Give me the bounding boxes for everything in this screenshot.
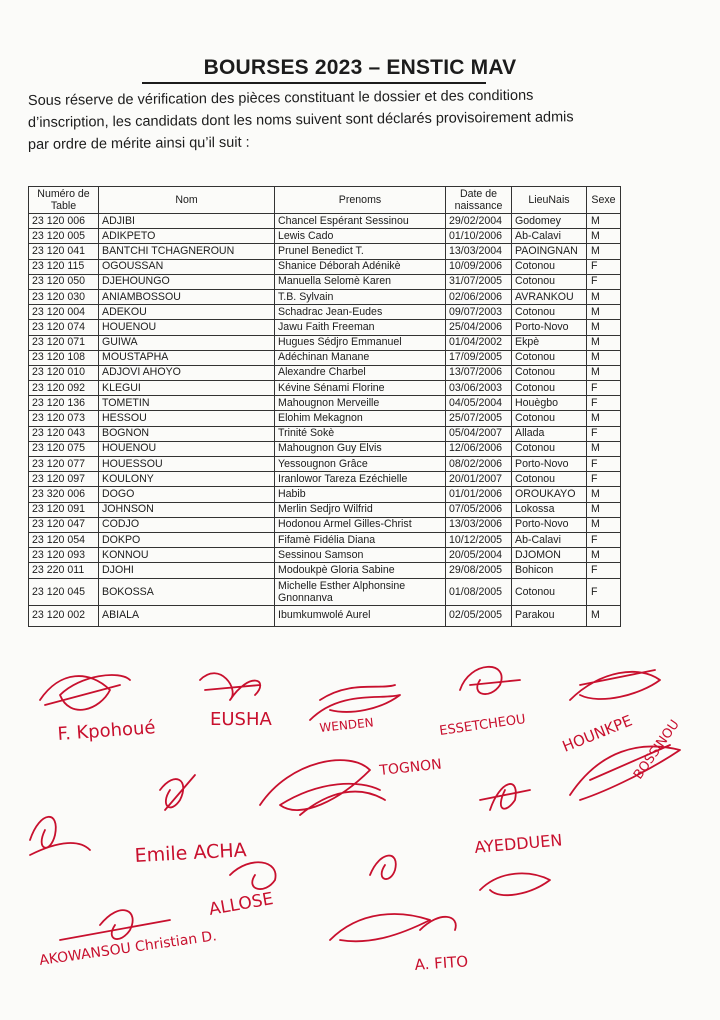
header-numero: Numéro de Table <box>29 187 99 214</box>
cell-nom: ADEKOU <box>99 305 275 320</box>
cell-sexe: M <box>587 350 621 365</box>
cell-numero: 23 120 047 <box>29 517 99 532</box>
cell-lieu-naissance: Cotonou <box>512 259 587 274</box>
title-underline <box>142 82 486 84</box>
cell-nom: CODJO <box>99 517 275 532</box>
table-row <box>29 320 621 335</box>
cell-lieu-naissance: Cotonou <box>512 441 587 456</box>
cell-sexe: F <box>587 274 621 289</box>
cell-nom: ADJIBI <box>99 214 275 229</box>
table-row <box>29 502 621 517</box>
cell-date-naissance: 01/10/2006 <box>446 229 512 244</box>
signature-scribble-15 <box>330 914 456 941</box>
cell-sexe: F <box>587 381 621 396</box>
cell-prenoms: Trinité Sokè <box>275 426 446 441</box>
cell-date-naissance: 20/05/2004 <box>446 548 512 563</box>
cell-date-naissance: 04/05/2004 <box>446 396 512 411</box>
cell-date-naissance: 29/08/2005 <box>446 563 512 578</box>
cell-lieu-naissance: Cotonou <box>512 350 587 365</box>
cell-lieu-naissance: Porto-Novo <box>512 320 587 335</box>
signature-scribble-4 <box>460 667 520 694</box>
cell-sexe: F <box>587 532 621 547</box>
signature-name-akowansou: AKOWANSOU Christian D. <box>38 928 218 969</box>
cell-sexe: F <box>587 563 621 578</box>
table-row <box>29 274 621 289</box>
cell-numero: 23 120 097 <box>29 472 99 487</box>
signature-name-ayeddouen: AYEDDUEN <box>473 830 564 857</box>
cell-date-naissance: 03/06/2003 <box>446 381 512 396</box>
cell-lieu-naissance: Cotonou <box>512 365 587 380</box>
cell-sexe: M <box>587 305 621 320</box>
cell-date-naissance: 17/09/2005 <box>446 350 512 365</box>
cell-prenoms: Modoukpè Gloria Sabine <box>275 563 446 578</box>
cell-sexe: M <box>587 229 621 244</box>
cell-lieu-naissance: Ab-Calavi <box>512 532 587 547</box>
cell-numero: 23 120 093 <box>29 548 99 563</box>
cell-date-naissance: 12/06/2006 <box>446 441 512 456</box>
cell-lieu-naissance: Lokossa <box>512 502 587 517</box>
cell-lieu-naissance: DJOMON <box>512 548 587 563</box>
intro-paragraph <box>27 87 628 156</box>
cell-sexe: M <box>587 517 621 532</box>
cell-date-naissance: 13/03/2006 <box>446 517 512 532</box>
cell-sexe: M <box>587 214 621 229</box>
signature-scribble-5 <box>570 670 660 700</box>
cell-lieu-naissance: Parakou <box>512 605 587 626</box>
cell-sexe: M <box>587 244 621 259</box>
cell-lieu-naissance: Cotonou <box>512 381 587 396</box>
cell-numero: 23 120 073 <box>29 411 99 426</box>
table-row <box>29 487 621 502</box>
cell-sexe: M <box>587 320 621 335</box>
signature-scribble-13 <box>230 862 276 889</box>
cell-sexe: M <box>587 365 621 380</box>
table-row <box>29 441 621 456</box>
cell-numero: 23 120 071 <box>29 335 99 350</box>
cell-nom: HESSOU <box>99 411 275 426</box>
cell-prenoms: Manuella Selomè Karen <box>275 274 446 289</box>
cell-sexe: F <box>587 426 621 441</box>
cell-sexe: M <box>587 411 621 426</box>
signature-name-tognon: TOGNON <box>378 756 443 779</box>
signature-name-emile-acha: Emile ACHA <box>134 839 248 867</box>
cell-date-naissance: 25/07/2005 <box>446 411 512 426</box>
table-row <box>29 411 621 426</box>
signatures-area <box>0 640 720 1020</box>
table-row <box>29 396 621 411</box>
cell-nom: DJOHI <box>99 563 275 578</box>
table-row <box>29 350 621 365</box>
cell-lieu-naissance: OROUKAYO <box>512 487 587 502</box>
header-nom: Nom <box>99 187 275 214</box>
signature-name-fito: A. FITO <box>414 952 469 974</box>
cell-numero: 23 120 115 <box>29 259 99 274</box>
signature-name-bossinou: BOSSINOU <box>630 717 683 783</box>
cell-prenoms: Iranlowor Tareza Ezéchielle <box>275 472 446 487</box>
cell-sexe: M <box>587 289 621 304</box>
signature-scribble-12 <box>480 873 550 895</box>
cell-lieu-naissance: Cotonou <box>512 578 587 605</box>
cell-numero: 23 320 006 <box>29 487 99 502</box>
signature-scribble-6 <box>260 760 385 815</box>
cell-numero: 23 120 005 <box>29 229 99 244</box>
cell-nom: DOKPO <box>99 532 275 547</box>
cell-date-naissance: 01/08/2005 <box>446 578 512 605</box>
cell-date-naissance: 07/05/2006 <box>446 502 512 517</box>
signature-scribble-10 <box>30 817 90 855</box>
table-body <box>29 214 621 627</box>
cell-nom: HOUENOU <box>99 320 275 335</box>
cell-nom: HOUENOU <box>99 441 275 456</box>
cell-prenoms: Merlin Sedjro Wilfrid <box>275 502 446 517</box>
table-header-row <box>29 187 621 214</box>
cell-numero: 23 120 041 <box>29 244 99 259</box>
admitted-candidates-table <box>28 186 621 627</box>
cell-lieu-naissance: Cotonou <box>512 472 587 487</box>
cell-nom: HOUESSOU <box>99 457 275 472</box>
cell-prenoms: Schadrac Jean-Eudes <box>275 305 446 320</box>
cell-sexe: F <box>587 472 621 487</box>
cell-numero: 23 120 030 <box>29 289 99 304</box>
cell-prenoms: Lewis Cado <box>275 229 446 244</box>
cell-lieu-naissance: Bohicon <box>512 563 587 578</box>
cell-nom: KLEGUI <box>99 381 275 396</box>
table-row <box>29 381 621 396</box>
cell-numero: 23 120 091 <box>29 502 99 517</box>
cell-nom: BOGNON <box>99 426 275 441</box>
cell-sexe: F <box>587 578 621 605</box>
cell-lieu-naissance: Allada <box>512 426 587 441</box>
cell-numero: 23 120 045 <box>29 578 99 605</box>
cell-lieu-naissance: Godomey <box>512 214 587 229</box>
cell-prenoms: Hugues Sédjro Emmanuel <box>275 335 446 350</box>
table-row <box>29 305 621 320</box>
table-row <box>29 335 621 350</box>
cell-numero: 23 120 006 <box>29 214 99 229</box>
cell-lieu-naissance: Cotonou <box>512 411 587 426</box>
cell-nom: DOGO <box>99 487 275 502</box>
cell-prenoms: Habib <box>275 487 446 502</box>
cell-prenoms: Mahougnon Merveille <box>275 396 446 411</box>
signature-scribble-3 <box>310 685 400 720</box>
cell-nom: ADIKPETO <box>99 229 275 244</box>
table-row <box>29 244 621 259</box>
intro-line-1: Sous réserve de vérification des pièces constituant le dossier et des conditions <box>27 87 534 109</box>
table-row <box>29 532 621 547</box>
cell-date-naissance: 02/05/2005 <box>446 605 512 626</box>
cell-numero: 23 120 043 <box>29 426 99 441</box>
cell-nom: ADJOVI AHOYO <box>99 365 275 380</box>
signature-name-essetcheou: ESSETCHEOU <box>438 712 527 739</box>
table-row <box>29 548 621 563</box>
cell-numero: 23 220 011 <box>29 563 99 578</box>
cell-lieu-naissance: Porto-Novo <box>512 457 587 472</box>
cell-date-naissance: 01/01/2006 <box>446 487 512 502</box>
header-lieu-naissance: LieuNais <box>512 187 587 214</box>
cell-nom: TOMETIN <box>99 396 275 411</box>
table-row <box>29 259 621 274</box>
cell-numero: 23 120 108 <box>29 350 99 365</box>
cell-date-naissance: 02/06/2006 <box>446 289 512 304</box>
cell-nom: MOUSTAPHA <box>99 350 275 365</box>
cell-prenoms: T.B. Sylvain <box>275 289 446 304</box>
signature-scribble-1 <box>40 675 130 710</box>
cell-numero: 23 120 054 <box>29 532 99 547</box>
cell-prenoms: Jawu Faith Freeman <box>275 320 446 335</box>
document-title: BOURSES 2023 – ENSTIC MAV <box>203 56 517 79</box>
cell-sexe: M <box>587 441 621 456</box>
header-sexe: Sexe <box>587 187 621 214</box>
cell-numero: 23 120 092 <box>29 381 99 396</box>
cell-lieu-naissance: Cotonou <box>512 305 587 320</box>
cell-date-naissance: 29/02/2004 <box>446 214 512 229</box>
cell-nom: BOKOSSA <box>99 578 275 605</box>
cell-prenoms: Michelle Esther Alphonsine Gnonnanva <box>275 578 446 605</box>
signature-scribble-7 <box>160 775 195 810</box>
cell-nom: ANIAMBOSSOU <box>99 289 275 304</box>
signature-name-allose: ALLOSE <box>207 888 275 920</box>
cell-prenoms: Kévine Sénami Florine <box>275 381 446 396</box>
table-row <box>29 214 621 229</box>
table-row <box>29 426 621 441</box>
cell-prenoms: Sessinou Samson <box>275 548 446 563</box>
header-date-naissance: Date de naissance <box>446 187 512 214</box>
cell-date-naissance: 10/09/2006 <box>446 259 512 274</box>
cell-numero: 23 120 010 <box>29 365 99 380</box>
table-row <box>29 578 621 605</box>
signature-name-wenden: WENDEN <box>318 715 375 735</box>
cell-nom: KOULONY <box>99 472 275 487</box>
cell-date-naissance: 01/04/2002 <box>446 335 512 350</box>
cell-numero: 23 120 077 <box>29 457 99 472</box>
cell-nom: GUIWA <box>99 335 275 350</box>
cell-prenoms: Yessougnon Grâce <box>275 457 446 472</box>
cell-nom: ABIALA <box>99 605 275 626</box>
cell-date-naissance: 09/07/2003 <box>446 305 512 320</box>
intro-line-2: d’inscription, les candidats dont les noms suivent sont déclarés provisoirement admis <box>27 109 574 131</box>
header-prenoms: Prenoms <box>275 187 446 214</box>
cell-numero: 23 120 004 <box>29 305 99 320</box>
cell-lieu-naissance: Ab-Calavi <box>512 229 587 244</box>
cell-prenoms: Ibumkumwolé Aurel <box>275 605 446 626</box>
cell-date-naissance: 08/02/2006 <box>446 457 512 472</box>
cell-sexe: F <box>587 259 621 274</box>
cell-sexe: F <box>587 396 621 411</box>
cell-nom: KONNOU <box>99 548 275 563</box>
cell-lieu-naissance: AVRANKOU <box>512 289 587 304</box>
signature-scribble-14 <box>60 910 170 940</box>
signature-scribble-11 <box>370 856 396 879</box>
table-row <box>29 472 621 487</box>
cell-date-naissance: 13/07/2006 <box>446 365 512 380</box>
cell-lieu-naissance: Ekpè <box>512 335 587 350</box>
table-row <box>29 229 621 244</box>
cell-nom: DJEHOUNGO <box>99 274 275 289</box>
cell-prenoms: Prunel Benedict T. <box>275 244 446 259</box>
signature-name-kpohoue: F. Kpohoué <box>56 717 157 745</box>
intro-line-3: par ordre de mérite ainsi qu’il suit : <box>27 134 250 153</box>
cell-lieu-naissance: Cotonou <box>512 274 587 289</box>
table-row <box>29 457 621 472</box>
table-row <box>29 289 621 304</box>
cell-numero: 23 120 136 <box>29 396 99 411</box>
cell-prenoms: Hodonou Armel Gilles-Christ <box>275 517 446 532</box>
signature-name-eusha: EUSHA <box>210 709 272 730</box>
cell-prenoms: Mahougnon Guy Elvis <box>275 441 446 456</box>
cell-sexe: M <box>587 605 621 626</box>
table-row <box>29 605 621 626</box>
cell-sexe: M <box>587 548 621 563</box>
cell-nom: JOHNSON <box>99 502 275 517</box>
cell-sexe: M <box>587 487 621 502</box>
cell-date-naissance: 20/01/2007 <box>446 472 512 487</box>
cell-date-naissance: 05/04/2007 <box>446 426 512 441</box>
cell-sexe: F <box>587 457 621 472</box>
cell-prenoms: Alexandre Charbel <box>275 365 446 380</box>
cell-numero: 23 120 075 <box>29 441 99 456</box>
cell-prenoms: Elohim Mekagnon <box>275 411 446 426</box>
cell-date-naissance: 25/04/2006 <box>446 320 512 335</box>
cell-lieu-naissance: PAOINGNAN <box>512 244 587 259</box>
cell-sexe: M <box>587 335 621 350</box>
cell-sexe: M <box>587 502 621 517</box>
table-row <box>29 563 621 578</box>
cell-numero: 23 120 002 <box>29 605 99 626</box>
cell-date-naissance: 31/07/2005 <box>446 274 512 289</box>
signature-name-hounkpe: HOUNKPE <box>559 711 635 756</box>
signature-scribble-8 <box>480 784 530 810</box>
cell-numero: 23 120 074 <box>29 320 99 335</box>
cell-lieu-naissance: Houègbo <box>512 396 587 411</box>
cell-date-naissance: 10/12/2005 <box>446 532 512 547</box>
cell-nom: BANTCHI TCHAGNEROUN <box>99 244 275 259</box>
cell-prenoms: Adéchinan Manane <box>275 350 446 365</box>
cell-lieu-naissance: Porto-Novo <box>512 517 587 532</box>
signature-scribble-2 <box>200 673 260 700</box>
table-row <box>29 365 621 380</box>
cell-nom: OGOUSSAN <box>99 259 275 274</box>
cell-numero: 23 120 050 <box>29 274 99 289</box>
cell-prenoms: Shanice Déborah Adénikè <box>275 259 446 274</box>
cell-date-naissance: 13/03/2004 <box>446 244 512 259</box>
table-row <box>29 517 621 532</box>
cell-prenoms: Fifamè Fidélia Diana <box>275 532 446 547</box>
cell-prenoms: Chancel Espérant Sessinou <box>275 214 446 229</box>
